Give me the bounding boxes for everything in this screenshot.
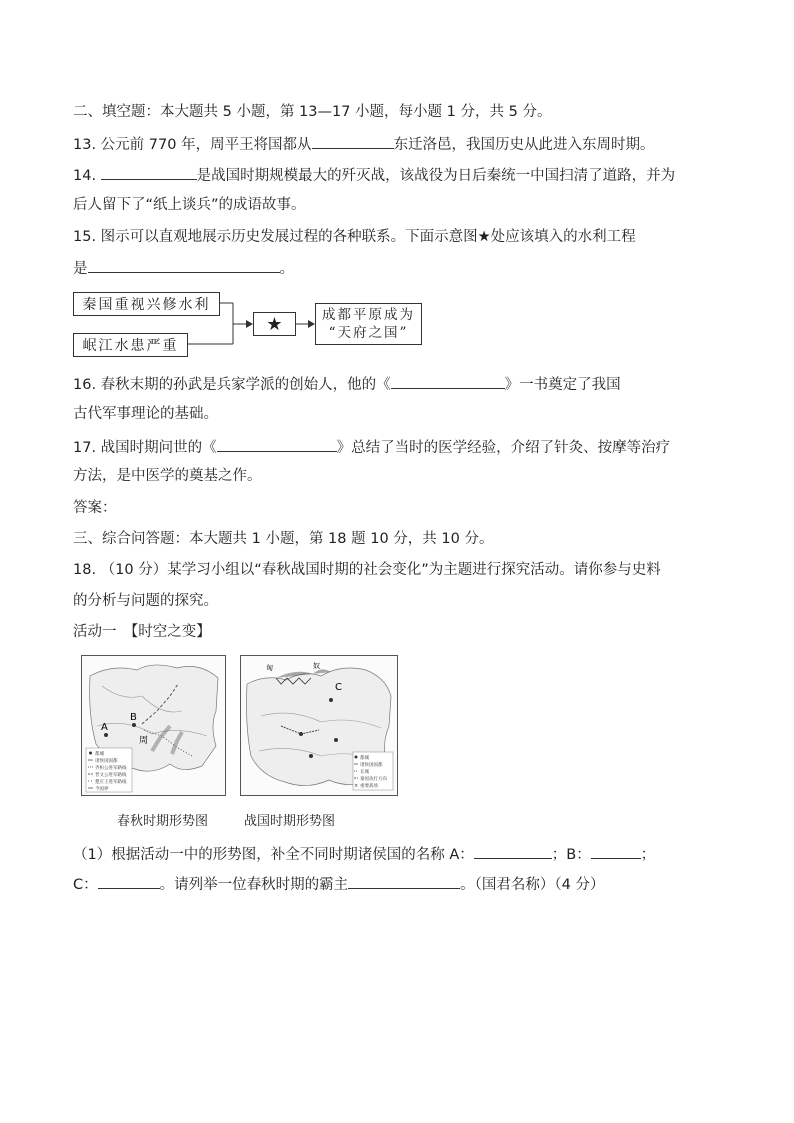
map1-legend-1: 诸侯国国都 (95, 759, 118, 764)
map2-legend-0: 都城 (360, 756, 369, 761)
svg-text:×: × (354, 783, 359, 789)
answer-label: 答案： (73, 500, 117, 516)
q18-line2: 的分析与问题的探究。 (73, 593, 218, 609)
section-2-heading: 二、填空题：本大题共 5 小题，第 13—17 小题，每小题 1 分，共 5 分。 (73, 104, 552, 120)
question-17 (73, 436, 670, 458)
map1-legend-3: 晋文公进军路线 (95, 773, 127, 778)
q17-answer-blank[interactable] (217, 436, 337, 452)
star-answer-box: ★ (253, 312, 296, 336)
q18-sub1 (73, 843, 655, 865)
warring-states-map (240, 655, 398, 796)
result-line-2: “天府之国” (328, 325, 409, 341)
q17-suffix: 》总结了当时的医学经验，介绍了针灸、按摩等治疗 (336, 440, 671, 456)
q14-line2: 后人留下了“纸上谈兵”的成语故事。 (73, 197, 306, 213)
blank-b[interactable] (591, 843, 641, 859)
q13-prefix: 13. 公元前 770 年，周平王将国都从 (73, 137, 312, 153)
section-3-heading: 三、综合问答题：本大题共 1 小题，第 18 题 10 分，共 10 分。 (73, 531, 494, 547)
q15-answer-blank[interactable] (88, 257, 280, 273)
q18-sub1-mid: 。请列举一位春秋时期的霸主 (159, 877, 349, 893)
question-16 (73, 373, 621, 395)
q17-prefix: 17. 战国时期问世的《 (73, 440, 217, 456)
q18-sub1-b-label: ；B： (551, 847, 591, 863)
q15-prefix: 是 (73, 261, 88, 277)
map1-legend-2: 齐桓公进军路线 (95, 766, 127, 771)
q17-line2: 方法，是中医学的奠基之作。 (73, 468, 262, 484)
map2-legend-4: 重要战场 (360, 784, 378, 789)
q14-answer-blank[interactable] (101, 164, 197, 180)
q15-line2 (73, 257, 294, 279)
map2-label-xiong: 匈 (266, 664, 273, 672)
result-line-1: 成都平原成为 (322, 307, 415, 323)
blank-a[interactable] (474, 843, 552, 859)
map1-label-zhou: 周 (139, 736, 149, 746)
q18-sub1-c-label: C： (73, 877, 98, 893)
q16-suffix: 》一书奠定了我国 (504, 377, 621, 393)
blank-hegemon[interactable] (348, 873, 460, 889)
q15-suffix: 。 (279, 261, 294, 277)
q16-prefix: 16. 春秋末期的孙武是兵家学派的创始人，他的《 (73, 377, 391, 393)
spring-autumn-map (81, 655, 226, 796)
q16-answer-blank[interactable] (391, 373, 505, 389)
map2-legend-1: 诸侯国国都 (360, 763, 383, 768)
map1-label-b: B (130, 712, 137, 723)
map2-legend-3: 秦国攻打方向 (360, 777, 387, 782)
q18-sub1-suffix: 。（国君名称）（4 分） (460, 877, 605, 893)
question-18: 18. （10 分）某学习小组以“春秋战国时期的社会变化”为主题进行探究活动。请你参与史料 (73, 562, 661, 578)
q16-line2: 古代军事理论的基础。 (73, 406, 218, 422)
map1-legend-0: 都城 (95, 752, 104, 757)
blank-c[interactable] (98, 873, 160, 889)
question-13 (73, 133, 655, 155)
q14-suffix: 是战国时期规模最大的歼灭战，该战役为日后秦统一中国扫清了道路，并为 (196, 168, 676, 184)
activity-1-title: 活动一 【时空之变】 (73, 624, 211, 640)
map1-legend-4: 楚庄王进军路线 (95, 780, 127, 785)
question-15: 15. 图示可以直观地展示历史发展过程的各种联系。下面示意图★处应该填入的水利工程 (73, 229, 636, 245)
q18-sub1-end: ； (640, 847, 656, 863)
map2-label-nu: 奴 (313, 662, 320, 670)
q14-prefix: 14. (73, 168, 101, 184)
map1-label-a: A (101, 722, 108, 733)
cause-box-qin: 秦国重视兴修水利 (73, 292, 220, 316)
cause-box-minjiang: 岷江水患严重 (73, 333, 188, 357)
map2-label-c: C (335, 682, 342, 693)
q13-answer-blank[interactable] (312, 133, 394, 149)
map2-caption: 战国时期形势图 (244, 814, 336, 829)
question-14 (73, 164, 675, 186)
map1-legend-5: 今国界 (95, 787, 109, 792)
q18-sub1-prefix: （1）根据活动一中的形势图，补全不同时期诸侯国的名称 A： (73, 847, 474, 863)
map1-caption: 春秋时期形势图 (117, 814, 209, 829)
q18-sub1-line2 (73, 873, 604, 895)
map2-legend-2: 长城 (360, 770, 369, 775)
result-box (315, 303, 422, 345)
q13-suffix: 东迁洛邑，我国历史从此进入东周时期。 (393, 137, 655, 153)
